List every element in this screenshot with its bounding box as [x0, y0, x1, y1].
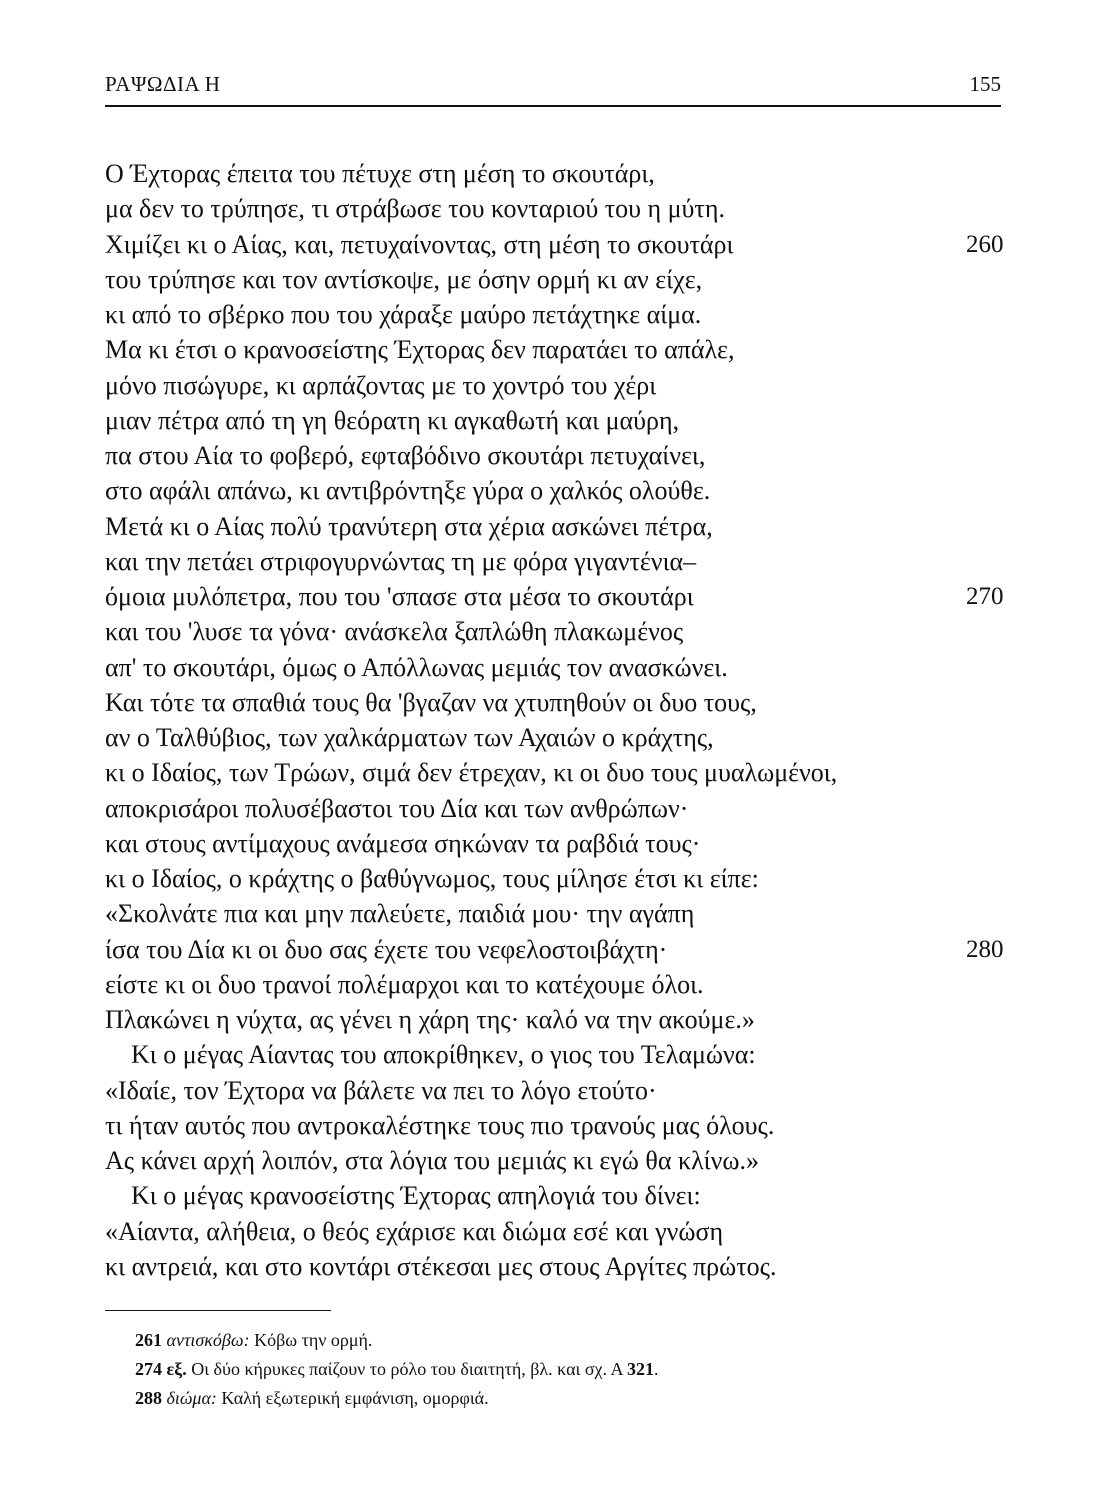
line-number: 260	[966, 230, 1004, 258]
verse-text-line: Μα κι έτσι ο κρανοσείστης Έχτορας δεν παρατάει το απάλε,	[105, 335, 735, 365]
verse-line	[105, 685, 1005, 720]
footnote-text: Κόβω την ορμή.	[249, 1330, 373, 1350]
verse-line	[105, 368, 1005, 403]
verse-line	[105, 1002, 1005, 1037]
verse-text-line: αποκρισάροι πολυσέβαστοι του Δία και των ανθρώπων·	[105, 793, 689, 823]
verse-text-line: και την πετάει στριφογυρνώντας τη με φόρα γιγαντένια–	[105, 546, 697, 576]
verse-text-line: Κι ο μέγας κρανοσείστης Έχτορας απηλογιά του δίνει:	[131, 1181, 701, 1211]
footnote	[135, 1384, 955, 1413]
verse-text-line: του τρύπησε και τον αντίσκοψε, με όσην ορμή κι αν είχε,	[105, 264, 703, 294]
verse-line	[105, 332, 1005, 367]
verse-text-line: Και τότε τα σπαθιά τους θα 'βγαζαν να χτυπηθούν οι δυο τους,	[105, 687, 757, 717]
footnote-rule	[105, 1310, 331, 1311]
footnotes	[135, 1326, 955, 1413]
verse-text-line: όμοια μυλόπετρα, που του 'σπασε στα μέσα το σκουτάρι	[105, 582, 694, 611]
verse-text-line: «Σκολνάτε πια και μην παλεύετε, παιδιά μου· την αγάπη	[105, 899, 695, 929]
verse-line	[105, 967, 1005, 1002]
verse-line	[105, 1108, 1005, 1143]
verse-line	[105, 262, 1005, 297]
line-number: 280	[966, 935, 1004, 963]
verse-line	[105, 191, 1005, 226]
verse-line	[105, 1143, 1005, 1178]
verse-text-line: στο αφάλι απάνω, κι αντιβρόντηξε γύρα ο χαλκός ολούθε.	[105, 476, 711, 506]
verse-text-line: «Αίαντα, αλήθεια, ο θεός εχάρισε και διώμα εσέ και γνώση	[105, 1216, 724, 1246]
verse-line	[105, 755, 1005, 790]
verse-text-line: Ας κάνει αρχή λοιπόν, στα λόγια του μεμιάς κι εγώ θα κλίνω.»	[105, 1146, 760, 1175]
verse-text-line: και του 'λυσε τα γόνα· ανάσκελα ξαπλώθη πλακωμένος	[105, 617, 684, 647]
verse-text-line: μα δεν το τρύπησε, τι στράβωσε του κονταριού του η μύτη.	[105, 194, 725, 224]
verse-text-line: Μετά κι ο Αίας πολύ τρανύτερη στα χέρια ασκώνει πέτρα,	[105, 511, 713, 541]
verse-line	[105, 932, 1005, 967]
verse-text-line: Ο Έχτορας έπειτα του πέτυχε στη μέση το σκουτάρι,	[105, 159, 655, 188]
verse-line	[105, 438, 1005, 473]
footnote-ref: 261	[135, 1330, 162, 1350]
verse-line	[105, 650, 1005, 685]
verse-text-line: Χιμίζει κι ο Αίας, και, πετυχαίνοντας, στη μέση το σκουτάρι	[105, 229, 734, 259]
verse-line	[105, 1037, 1005, 1072]
verse-text-line: Κι ο μέγας Αίαντας του αποκρίθηκεν, ο γιος του Τελαμώνα:	[131, 1040, 756, 1070]
verse-text-line: απ' το σκουτάρι, όμως ο Απόλλωνας μεμιάς τον ανασκώνει.	[105, 652, 728, 682]
verse-line	[105, 1249, 1005, 1284]
verse-text-line: αν ο Ταλθύβιος, των χαλκάρματων των Αχαιών ο κράχτης,	[105, 723, 714, 752]
verse-text	[105, 156, 1005, 1284]
verse-line	[105, 509, 1005, 544]
footnote-ref: 288	[135, 1388, 162, 1408]
verse-line	[105, 1214, 1005, 1249]
footnote	[135, 1326, 955, 1355]
running-title: ΡΑΨΩΔΙΑ Η	[105, 72, 221, 96]
footnote-ref: 274 εξ.	[135, 1359, 187, 1379]
verse-line	[105, 156, 1005, 191]
verse-text-line: ίσα του Δία κι οι δυο σας έχετε του νεφελοστοιβάχτη·	[105, 934, 668, 964]
verse-line	[105, 791, 1005, 826]
line-number: 270	[966, 583, 1004, 610]
verse-text-line: κι από το σβέρκο που του χάραξε μαύρο πετάχτηκε αίμα.	[105, 300, 702, 329]
verse-text-line: κι ο Ιδαίος, των Τρώων, σιμά δεν έτρεχαν, κι οι δυο τους μυαλωμένοι,	[105, 758, 838, 788]
verse-text-line: τι ήταν αυτός που αντροκαλέστηκε τους πιο τρανούς μας όλους.	[105, 1110, 775, 1140]
verse-text-line: «Ιδαίε, τον Έχτορα να βάλετε να πει το λόγο ετούτο·	[105, 1075, 657, 1105]
verse-line	[105, 826, 1005, 861]
page-number: 155	[969, 72, 1001, 96]
verse-text-line: κι αντρειά, και στο κοντάρι στέκεσαι μες στους Αργίτες πρώτος.	[105, 1251, 777, 1281]
verse-line	[105, 544, 1005, 579]
verse-line	[105, 297, 1005, 332]
verse-line	[105, 896, 1005, 931]
footnote-text: Οι δύο κήρυκες παίζουν το ρόλο του διαιτητή, βλ. και σχ. Α	[191, 1359, 628, 1379]
verse-text-line: είστε κι οι δυο τρανοί πολέμαρχοι και το κατέχουμε όλοι.	[105, 969, 704, 999]
verse-line	[105, 473, 1005, 508]
verse-text-line: και στους αντίμαχους ανάμεσα σηκώναν τα ραβδιά τους·	[105, 828, 701, 858]
verse-text-line: κι ο Ιδαίος, ο κράχτης ο βαθύγνωμος, τους μίλησε έτσι κι είπε:	[105, 864, 759, 893]
page-header	[105, 72, 1001, 100]
verse-line	[105, 861, 1005, 896]
verse-text-line: μιαν πέτρα από τη γη θεόρατη κι αγκαθωτή και μαύρη,	[105, 405, 680, 435]
verse-line	[105, 579, 1005, 614]
verse-line	[105, 403, 1005, 438]
verse-text-line: μόνο πισώγυρε, κι αρπάζοντας με το χοντρό του χέρι	[105, 370, 657, 400]
footnote-term: αντισκόβω:	[166, 1330, 250, 1350]
header-rule	[105, 105, 1001, 107]
verse-text-line: πα στου Αία το φοβερό, εφταβόδινο σκουτάρι πετυχαίνει,	[105, 441, 706, 470]
footnote-term: διώμα:	[166, 1388, 217, 1408]
footnote-crossref: 321	[627, 1359, 655, 1379]
verse-line	[105, 720, 1005, 755]
footnote-text: Καλή εξωτερική εμφάνιση, ομορφιά.	[216, 1388, 489, 1408]
verse-line	[105, 614, 1005, 649]
verse-line	[105, 1178, 1005, 1213]
verse-text-line: Πλακώνει η νύχτα, ας γένει η χάρη της· καλό να την ακούμε.»	[105, 1005, 755, 1034]
verse-line	[105, 227, 1005, 262]
verse-line	[105, 1073, 1005, 1108]
footnote-tail: .	[654, 1359, 659, 1379]
footnote	[135, 1355, 955, 1384]
